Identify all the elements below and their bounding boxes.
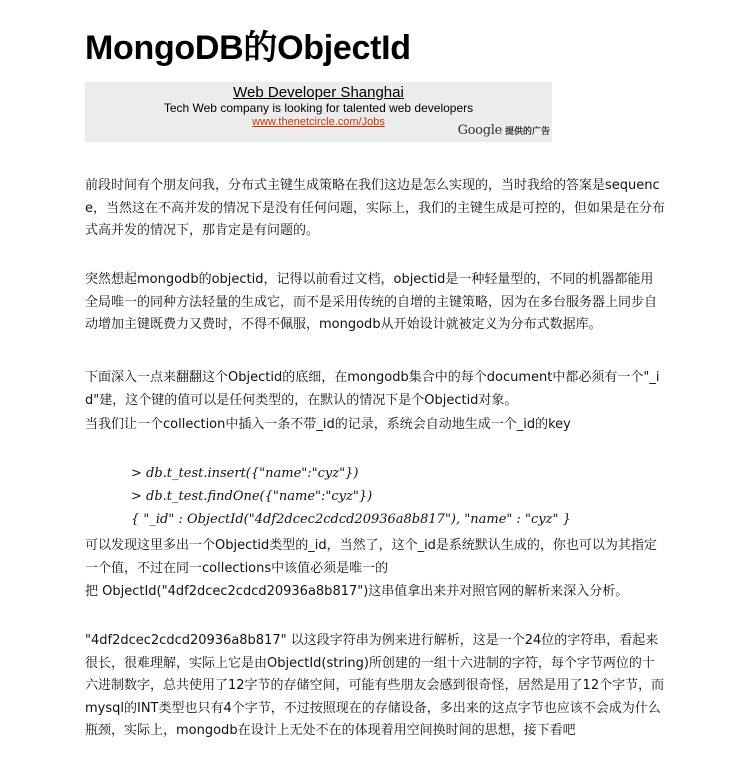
- paragraph-generated-id: 可以发现这里多出一个Objectid类型的_id，当然了，这个_id是系统默认生成的，你也可以为其指定一个值，不过在同一collections中该值必须是唯一的: [85, 538, 657, 576]
- paragraph-hex-analysis: "4df2dcec2cdcd20936a8b817" 以这段字符串为例来进行解析，这是一个24位的字符串，看起来很长，很难理解，实际上它是由ObjectId(string)所创建的一组十六进制的字符，每个字节两位的十六进制数字，总共使用了12字节的存储空间，可能有些朋友会感到很奇怪，居然是用了12个字节，而mysql的INT类型也只有4个字节，不过按照现在的存储设备，多出来的这点字节也应该不会成为什么瓶颈，实际上，mongodb在设计上无处不在的体现着用空间换时间的思想，接下看吧: [85, 633, 665, 738]
- google-logo: Google: [457, 123, 502, 138]
- ad-description: Tech Web company is looking for talented web developers: [163, 101, 474, 115]
- paragraph-analyze: 把 ObjectId("4df2dcec2cdcd20936a8b817")这串值拿出来并对照官网的解析来深入分析。: [85, 584, 629, 599]
- ad-credit: [458, 123, 550, 139]
- page-title: MongoDB的ObjectId: [85, 29, 411, 67]
- paragraph-insert: 当我们让一个collection中插入一条不带_id的记录，系统会自动地生成一个_id的key: [85, 417, 571, 432]
- paragraph-objectid-intro: 突然想起mongodb的objectid，记得以前看过文档，objectid是一种轻量型的，不同的机器都能用全局唯一的同种方法轻量的生成它，而不是采用传统的自增的主键策略，因为在多台服务器上同步自动增加主键既费力又费时，不得不佩服，mongodb从开始设计就被定义为分布式数据库。: [85, 272, 658, 332]
- paragraph-intro: 前段时间有个朋友问我，分布式主键生成策略在我们这边是怎么实现的，当时我给的答案是sequence，当然这在不高并发的情况下是没有任何问题，实际上，我们的主键生成是可控的，但如果是在分布式高并发的情况下，那肯定是有问题的。: [85, 178, 665, 238]
- ad-url-link[interactable]: www.thenetcircle.com/Jobs: [252, 116, 385, 128]
- paragraph-id-key: 下面深入一点来翻翻这个Objectid的底细，在mongodb集合中的每个document中都必须有一个"_id"建，这个键的值可以是任何类型的，在默认的情况下是个Objectid对象。: [85, 370, 660, 408]
- code-line-result: { "_id" : ObjectId("4df2dcec2cdcd20936a8b817"), "name" : "cyz" }: [131, 512, 571, 527]
- ad-title-link[interactable]: Web Developer Shanghai: [233, 84, 404, 101]
- code-line-findone: > db.t_test.findOne({"name":"cyz"}): [131, 489, 373, 504]
- google-ad-banner[interactable]: [85, 82, 552, 142]
- ad-credit-text: 提供的广告: [504, 126, 550, 136]
- code-line-insert: > db.t_test.insert({"name":"cyz"}): [131, 466, 359, 481]
- code-block: [131, 462, 651, 531]
